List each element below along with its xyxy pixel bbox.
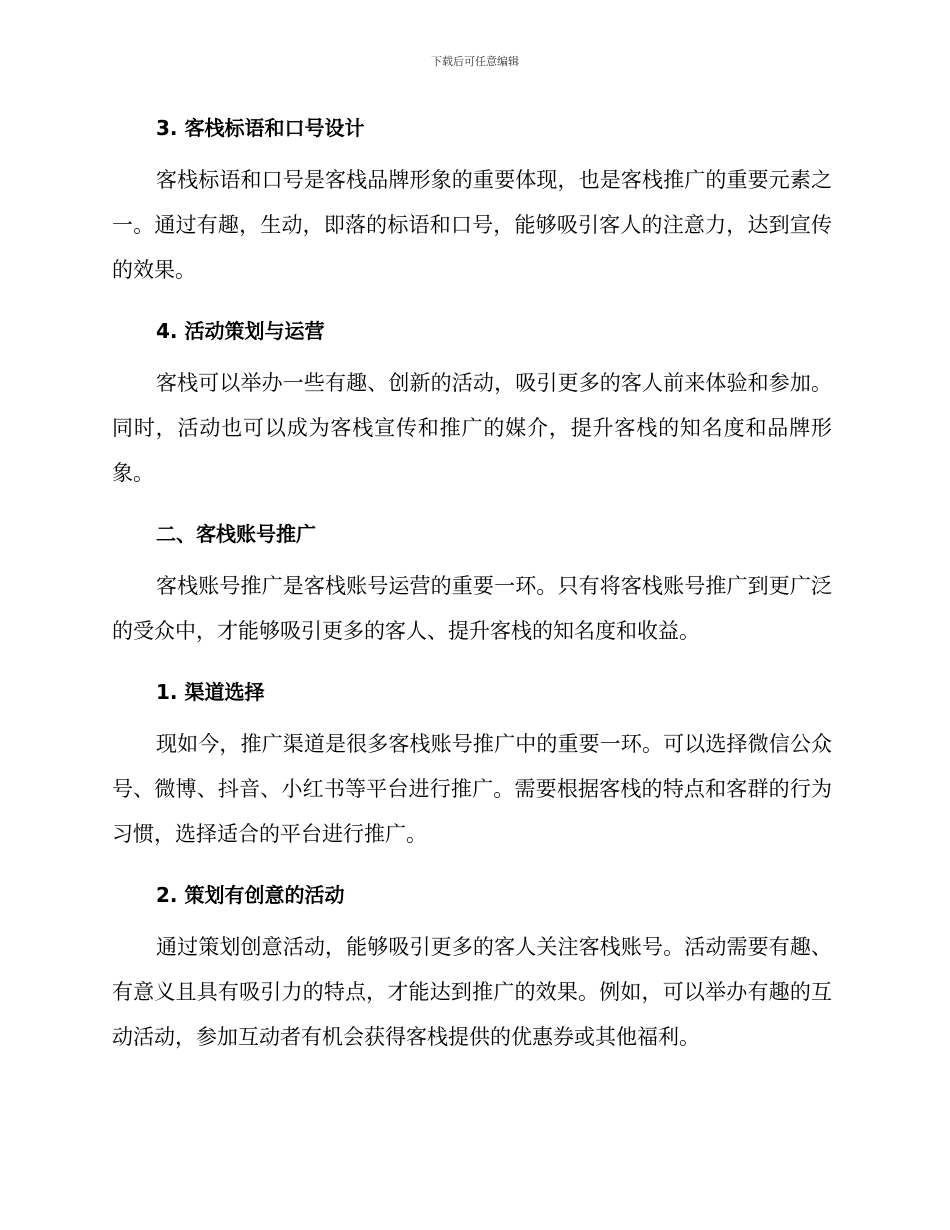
section-heading: 1. 渠道选择 xyxy=(156,680,265,704)
section-paragraph: 客栈账号推广是客栈账号运营的重要一环。只有将客栈账号推广到更广泛的受众中，才能够吸引更多的客人、提升客栈的知名度和收益。 xyxy=(112,574,832,643)
page-header: 下载后可任意编辑 xyxy=(431,55,519,68)
section-heading: 4. 活动策划与运营 xyxy=(156,319,325,343)
section-paragraph: 通过策划创意活动，能够吸引更多的客人关注客栈账号。活动需要有趣、有意义且具有吸引力的特点，才能达到推广的效果。例如，可以举办有趣的互动活动，参加互动者有机会获得客栈提供的优惠券或其他福利。 xyxy=(112,935,832,1049)
section-paragraph: 现如今，推广渠道是很多客栈账号推广中的重要一环。可以选择微信公众号、微博、抖音、小红书等平台进行推广。需要根据客栈的特点和客群的行为习惯，选择适合的平台进行推广。 xyxy=(112,732,832,846)
section-heading: 3. 客栈标语和口号设计 xyxy=(156,116,365,140)
document-body xyxy=(112,110,832,1060)
section-heading: 2. 策划有创意的活动 xyxy=(156,883,345,907)
section-heading: 二、客栈账号推广 xyxy=(156,522,316,546)
section-paragraph: 客栈可以举办一些有趣、创新的活动，吸引更多的客人前来体验和参加。同时，活动也可以成为客栈宣传和推广的媒介，提升客栈的知名度和品牌形象。 xyxy=(112,371,832,485)
section-paragraph: 客栈标语和口号是客栈品牌形象的重要体现，也是客栈推广的重要元素之一。通过有趣，生动，即落的标语和口号，能够吸引客人的注意力，达到宣传的效果。 xyxy=(112,168,832,282)
